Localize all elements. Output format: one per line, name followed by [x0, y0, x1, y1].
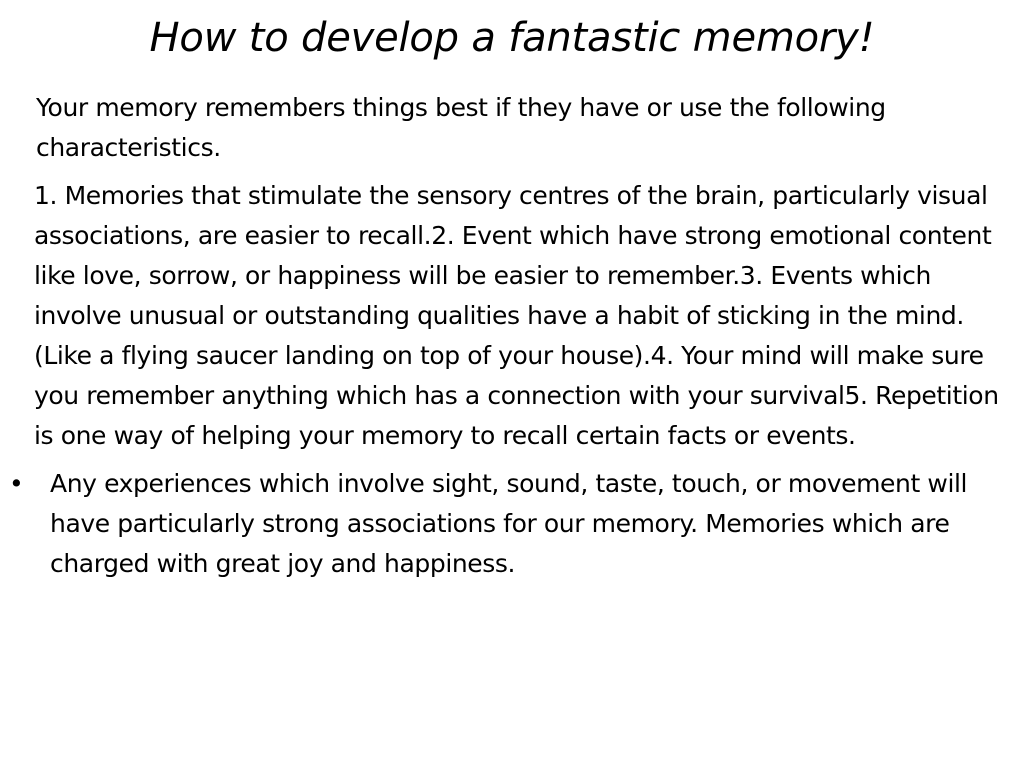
intro-paragraph [0, 88, 1014, 168]
characteristics-paragraph-text: 1. Memories that stimulate the sensory centres of the brain, particularly visual associations, are easier to recall.2. Event which have strong emotional content like love, sorrow, or happiness will be easier to remember.3. Events which involve unusual or outstanding qualities have a habit of sticking in the mind. (Like a flying saucer landing on top of your house).4. Your mind will make sure you remember anything which has a connection with your survival5. Repetition is one way of helping your memory to recall certain facts or events. [34, 181, 999, 450]
slide-body [0, 88, 1014, 584]
characteristics-paragraph [0, 176, 1014, 456]
bullet-item [0, 464, 1014, 584]
intro-paragraph-text: Your memory remembers things best if they have or use the following characteristics. [36, 93, 886, 162]
bullet-item-text: Any experiences which involve sight, sound, taste, touch, or movement will have particularly strong associations for our memory. Memories which are charged with great joy and happiness. [50, 469, 968, 578]
bullet-dot-icon: • [9, 469, 24, 498]
slide-title: How to develop a fantastic memory! [149, 15, 875, 61]
